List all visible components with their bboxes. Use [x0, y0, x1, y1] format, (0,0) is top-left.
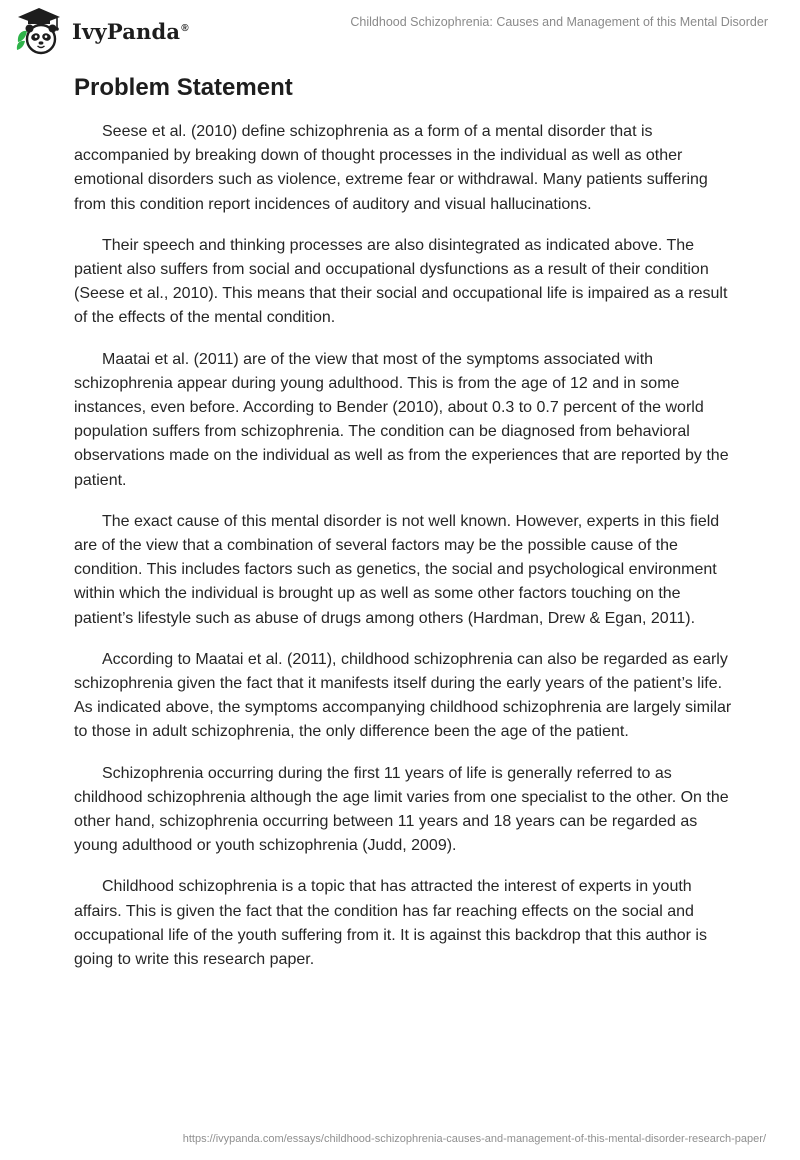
paragraph-7: Childhood schizophrenia is a topic that has attracted the interest of experts in youth affairs. This is given the fact that the condition has far reaching effects on the social and occupational life of the youth suffering from it. It is against this backdrop that this author is going to write this research paper. — [74, 878, 707, 969]
source-url-link[interactable]: https://ivypanda.com/essays/childhood-schizophrenia-causes-and-management-of-this-mental-disorder-research-paper/ — [182, 1133, 766, 1145]
paragraph-5: According to Maatai et al. (2011), childhood schizophrenia can also be regarded as early schizophrenia given the fact that it manifests itself during the early years of the patient’s life. As indicated above, the symptoms accompanying childhood schizophrenia are largely similar to those in adult schizophrenia, the only difference been the age of the patient. — [74, 650, 732, 741]
paragraph-2: Their speech and thinking processes are also disintegrated as indicated above. The patient also suffers from social and occupational dysfunctions as a result of their condition (Seese et al., 2010). This means that their social and occupational life is impaired as a result of the effects of the mental condition. — [74, 236, 728, 327]
section-heading: Problem Statement — [74, 74, 293, 101]
brand-logo[interactable] — [14, 6, 189, 56]
paragraph-1: Seese et al. (2010) define schizophrenia as a form of a mental disorder that is accompanied by breaking down of thought processes in the individual as well as other emotional disorders such as violence, extreme fear or withdrawal. Many patients suffering from this condition report incidences of auditory and visual hallucinations. — [74, 123, 708, 213]
paragraph-6: Schizophrenia occurring during the first 11 years of life is generally referred to as childhood schizophrenia although the age limit varies from one specialist to the other. On the other hand, schizophrenia occurring between 11 years and 18 years can be regarded as young adulthood or youth schizophrenia (Judd, 2009). — [74, 764, 729, 855]
registered-mark: ® — [181, 22, 189, 34]
brand-name: IvyPanda® — [72, 18, 189, 44]
paragraph-4: The exact cause of this mental disorder is not well known. However, experts in this field are of the view that a combination of several factors may be the possible cause of the condition. This includes factors such as genetics, the social and psychological environment within which the individual is brought up as well as some other factors touching on the patient’s lifestyle such as abuse of drugs among others (Hardman, Drew & Egan, 2011). — [74, 512, 720, 627]
document-title: Childhood Schizophrenia: Causes and Management of this Mental Disorder — [350, 15, 768, 29]
article-body — [74, 72, 734, 989]
paragraph-3: Maatai et al. (2011) are of the view that most of the symptoms associated with schizophrenia appear during young adulthood. This is from the age of 12 and in some instances, even before. According to Bender (2010), about 0.3 to 0.7 percent of the world population suffers from schizophrenia. The condition can be diagnosed from behavioral observations made on the individual as well as from the experiences that are reported by the patient. — [74, 350, 729, 489]
page-header — [0, 0, 800, 62]
panda-logo-icon — [14, 6, 64, 56]
